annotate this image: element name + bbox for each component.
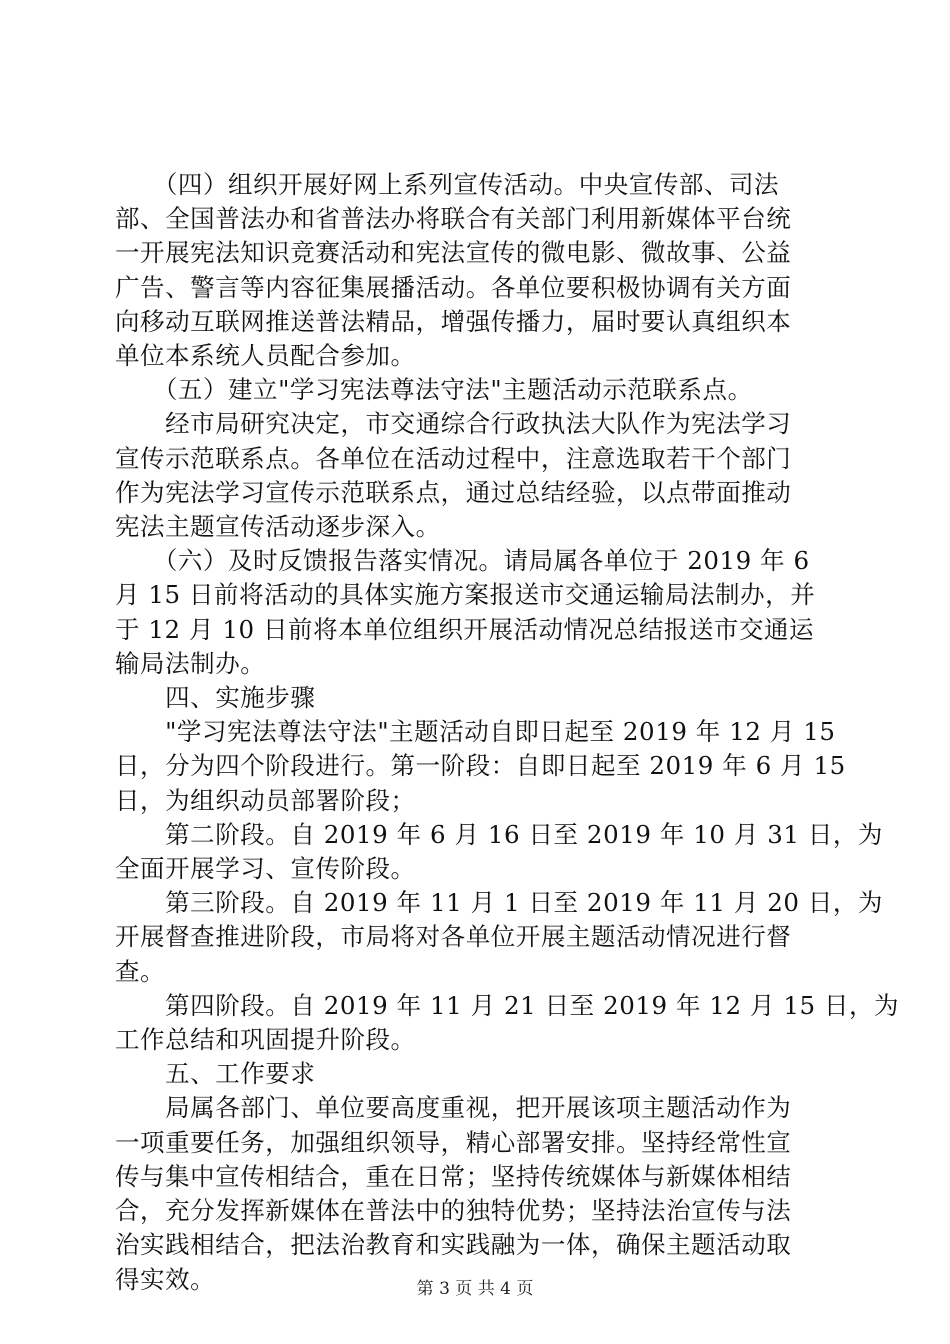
text-line: 第四阶段。自 2019 年 11 月 21 日至 2019 年 12 月 15 日，为 <box>115 990 900 1020</box>
text-line: 工作总结和巩固提升阶段。 <box>115 1025 416 1055</box>
text-line: 输局法制办。 <box>115 648 266 678</box>
document-body <box>115 168 900 1297</box>
text-line: 部、全国普法办和省普法办将联合有关部门利用新媒体平台统 <box>115 204 792 234</box>
body-text <box>115 168 900 1297</box>
text-line: 经市局研究决定，市交通综合行政执法大队作为宪法学习 <box>115 409 792 439</box>
text-line: 一项重要任务，加强组织领导，精心部署安排。坚持经常性宣 <box>115 1127 792 1157</box>
text-line: 宣传示范联系点。各单位在活动过程中，注意选取若干个部门 <box>115 443 792 473</box>
text-line: 开展督查推进阶段，市局将对各单位开展主题活动情况进行督 <box>115 922 792 952</box>
text-line: 于 12 月 10 日前将本单位组织开展活动情况总结报送市交通运 <box>115 614 815 644</box>
text-line: 一开展宪法知识竞赛活动和宪法宣传的微电影、微故事、公益 <box>115 238 792 268</box>
text-line: 月 15 日前将活动的具体实施方案报送市交通运输局法制办，并 <box>115 580 816 610</box>
text-line: 查。 <box>115 956 166 986</box>
text-line: 第二阶段。自 2019 年 6 月 16 日至 2019 年 10 月 31 日，为 <box>115 819 883 849</box>
section-heading-line: （五）建立"学习宪法尊法守法"主题活动示范联系点。 <box>115 375 753 405</box>
section-heading-line: 四、实施步骤 <box>115 683 316 713</box>
text-line: 治实践相结合，把法治教育和实践融为一体，确保主题活动取 <box>115 1230 792 1260</box>
section-heading-line: 五、工作要求 <box>115 1059 316 1089</box>
text-line: 作为宪法学习宣传示范联系点，通过总结经验，以点带面推动 <box>115 477 792 507</box>
text-line: 向移动互联网推送普法精品，增强传播力，届时要认真组织本 <box>115 306 792 336</box>
text-line: （四）组织开展好网上系列宣传活动。中央宣传部、司法 <box>115 170 780 199</box>
text-line: 宪法主题宣传活动逐步深入。 <box>115 512 441 542</box>
text-line: 广告、警言等内容征集展播活动。各单位要积极协调有关方面 <box>115 272 792 302</box>
text-line: "学习宪法尊法守法"主题活动自即日起至 2019 年 12 月 15 <box>115 717 836 747</box>
page-number: 第 3 页 共 4 页 <box>416 1279 534 1299</box>
text-line: （六）及时反馈报告落实情况。请局属各单位于 2019 年 6 <box>115 546 810 576</box>
text-line: 第三阶段。自 2019 年 11 月 1 日至 2019 年 11 月 20 日，为 <box>115 888 883 918</box>
text-line: 得实效。 <box>115 1264 216 1294</box>
page-footer <box>0 1274 950 1299</box>
text-line: 单位本系统人员配合参加。 <box>115 341 416 371</box>
text-line: 日，为组织动员部署阶段； <box>115 785 416 815</box>
text-line: 日，分为四个阶段进行。第一阶段：自即日起至 2019 年 6 月 15 <box>115 751 846 781</box>
text-line: 合，充分发挥新媒体在普法中的独特优势；坚持法治宣传与法 <box>115 1196 792 1226</box>
text-line: 全面开展学习、宣传阶段。 <box>115 854 416 884</box>
text-line: 局属各部门、单位要高度重视，把开展该项主题活动作为 <box>115 1093 792 1123</box>
text-line: 传与集中宣传相结合，重在日常；坚持传统媒体与新媒体相结 <box>115 1161 792 1191</box>
